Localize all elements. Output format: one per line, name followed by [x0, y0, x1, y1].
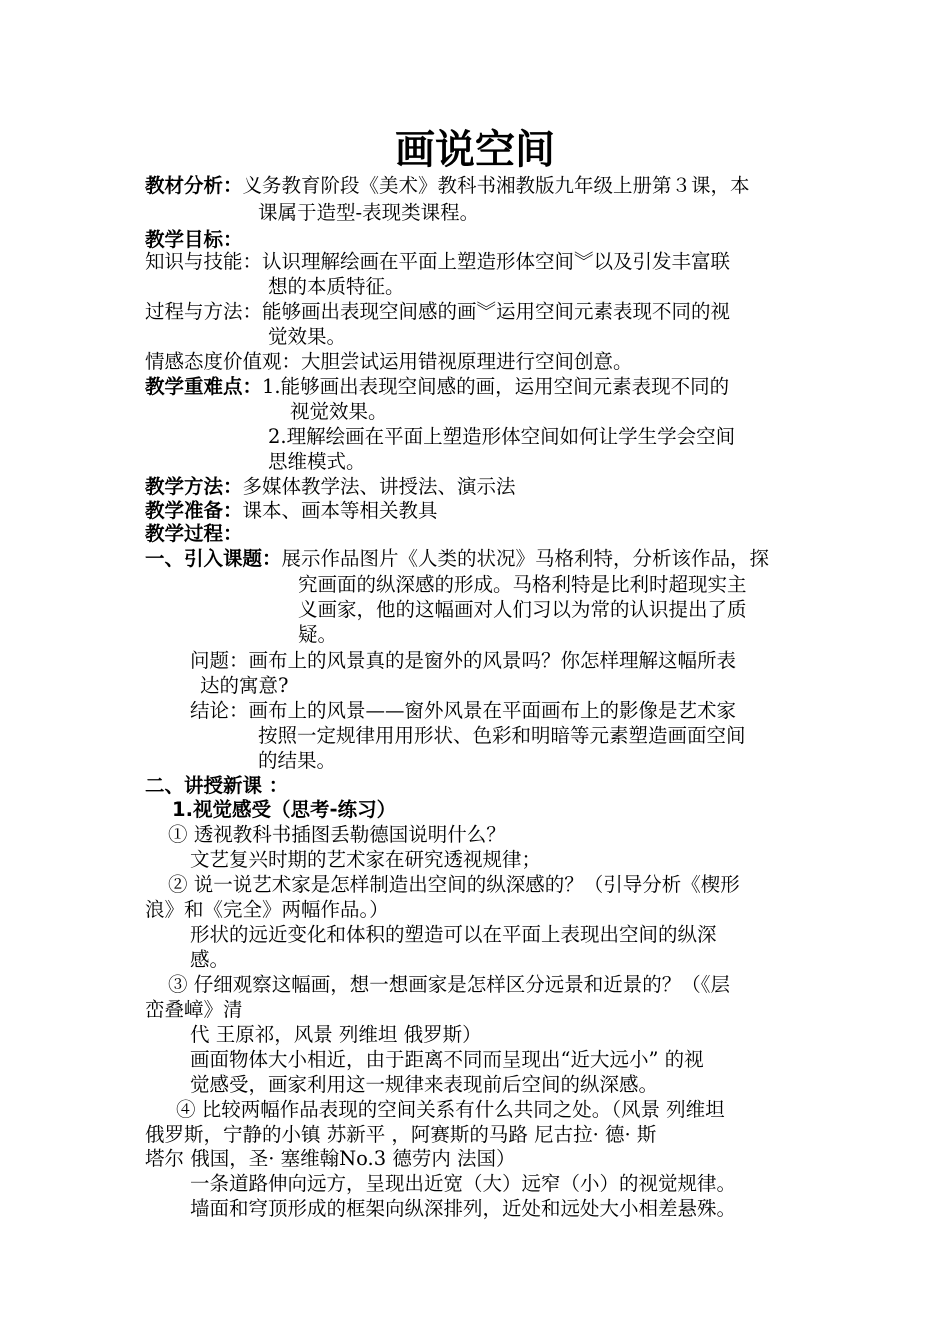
newlesson-subheading: 1.视觉感受（思考-练习）: [172, 798, 397, 821]
process-heading: 教学过程：: [145, 522, 243, 545]
emotion-goal: 情感态度价值观：大胆尝试运用错视原理进行空间创意。: [145, 350, 633, 373]
item-3-answer-2: 觉感受，画家利用这一规律来表现前后空间的纵深感。: [190, 1073, 659, 1096]
item-4-answer-1: 一条道路伸向远方，呈现出近宽（大）远窄（小）的视觉规律。: [190, 1172, 737, 1195]
knowledge-text-1: 认识理解绘画在平面上塑造形体空间︾以及引发丰富联: [262, 250, 731, 273]
keypoints-line-1: [145, 374, 729, 399]
methods-label: 教学方法：: [145, 475, 243, 498]
intro-text-4: 疑。: [298, 623, 338, 646]
keypoint-2-cont: 思维模式。: [268, 450, 366, 473]
knowledge-text-2: 想的本质特征。: [268, 275, 405, 298]
keypoint-1-text: 1.能够画出表现空间感的画，运用空间元素表现不同的: [262, 375, 730, 398]
item-1-answer: 文艺复兴时期的艺术家在研究透视规律；: [190, 848, 542, 871]
item-3-question-2: 峦叠嶂》清: [145, 998, 243, 1021]
knowledge-label: 知识与技能：: [145, 250, 263, 273]
analysis-label: 教材分析：: [145, 174, 243, 197]
item-1-question: ① 透视教科书插图丢勒德国说明什么？: [168, 823, 506, 846]
intro-text-1: 展示作品图片《人类的状况》马格利特，分析该作品，探: [281, 547, 770, 570]
goals-heading: 教学目标：: [145, 228, 243, 251]
keypoints-label: 教学重难点：: [145, 375, 263, 398]
prep-text: 课本、画本等相关教具: [242, 499, 438, 522]
intro-label: 一、引入课题：: [145, 547, 282, 570]
newlesson-heading: 二、讲授新课 ：: [145, 774, 289, 797]
intro-conclusion-3: 的结果。: [258, 749, 337, 772]
process-goal-text-1: 能够画出表现空间感的画︾运用空间元素表现不同的视: [262, 300, 731, 323]
analysis-line-1: [145, 173, 750, 198]
intro-question-2: 达的寓意?: [200, 674, 289, 697]
item-4-question-1: ④ 比较两幅作品表现的空间关系有什么共同之处。（风景 列维坦: [176, 1098, 725, 1121]
item-4-question-3: 塔尔 俄国，圣· 塞维翰No.3 德劳内 法国）: [145, 1147, 516, 1170]
intro-conclusion-1: 结论：画布上的风景——窗外风景在平面画布上的影像是艺术家: [190, 699, 737, 722]
intro-line-1: [145, 546, 769, 571]
item-2-answer-2: 感。: [190, 948, 230, 971]
item-2-question-2: 浪》和《完全》两幅作品。）: [145, 898, 389, 921]
prep-line: [145, 498, 438, 523]
prep-label: 教学准备：: [145, 499, 243, 522]
keypoint-1-cont: 视觉效果。: [290, 400, 388, 423]
analysis-text-2: 课属于造型-表现类课程。: [258, 201, 480, 224]
intro-text-2: 究画面的纵深感的形成。马格利特是比利时超现实主: [298, 573, 747, 596]
knowledge-line-1: [145, 249, 730, 274]
item-2-question-1: ② 说一说艺术家是怎样制造出空间的纵深感的？（引导分析《楔形: [168, 873, 740, 896]
methods-text: 多媒体教学法、讲授法、演示法: [242, 475, 516, 498]
keypoint-2-text: 2.理解绘画在平面上塑造形体空间如何让学生学会空间: [268, 425, 736, 448]
item-4-answer-2: 墙面和穹顶形成的框架向纵深排列，近处和远处大小相差悬殊。: [190, 1197, 737, 1220]
process-goal-label: 过程与方法：: [145, 300, 263, 323]
process-goal-text-2: 觉效果。: [268, 325, 347, 348]
item-4-question-2: 俄罗斯，宁静的小镇 苏新平 ，阿赛斯的马路 尼古拉· 德· 斯: [145, 1123, 657, 1146]
intro-question-1: 问题：画布上的风景真的是窗外的风景吗？你怎样理解这幅所表: [190, 649, 737, 672]
item-3-question-1: ③ 仔细观察这幅画，想一想画家是怎样区分远景和近景的？（《层: [168, 973, 730, 996]
analysis-text-1: 义务教育阶段《美术》教科书湘教版九年级上册第３课，本: [242, 174, 750, 197]
methods-line: [145, 474, 516, 499]
intro-conclusion-2: 按照一定规律用用形状、色彩和明暗等元素塑造画面空间: [258, 724, 746, 747]
item-3-answer-1: 画面物体大小相近，由于距离不同而呈现出“近大远小” 的视: [190, 1048, 704, 1071]
page-title: 画说空间: [395, 127, 555, 173]
item-3-question-3: 代 王原祁，风景 列维坦 俄罗斯）: [190, 1023, 482, 1046]
process-goal-line-1: [145, 299, 730, 324]
intro-text-3: 义画家，他的这幅画对人们习以为常的认识提出了质: [298, 598, 747, 621]
item-2-answer-1: 形状的远近变化和体积的塑造可以在平面上表现出空间的纵深: [190, 923, 717, 946]
